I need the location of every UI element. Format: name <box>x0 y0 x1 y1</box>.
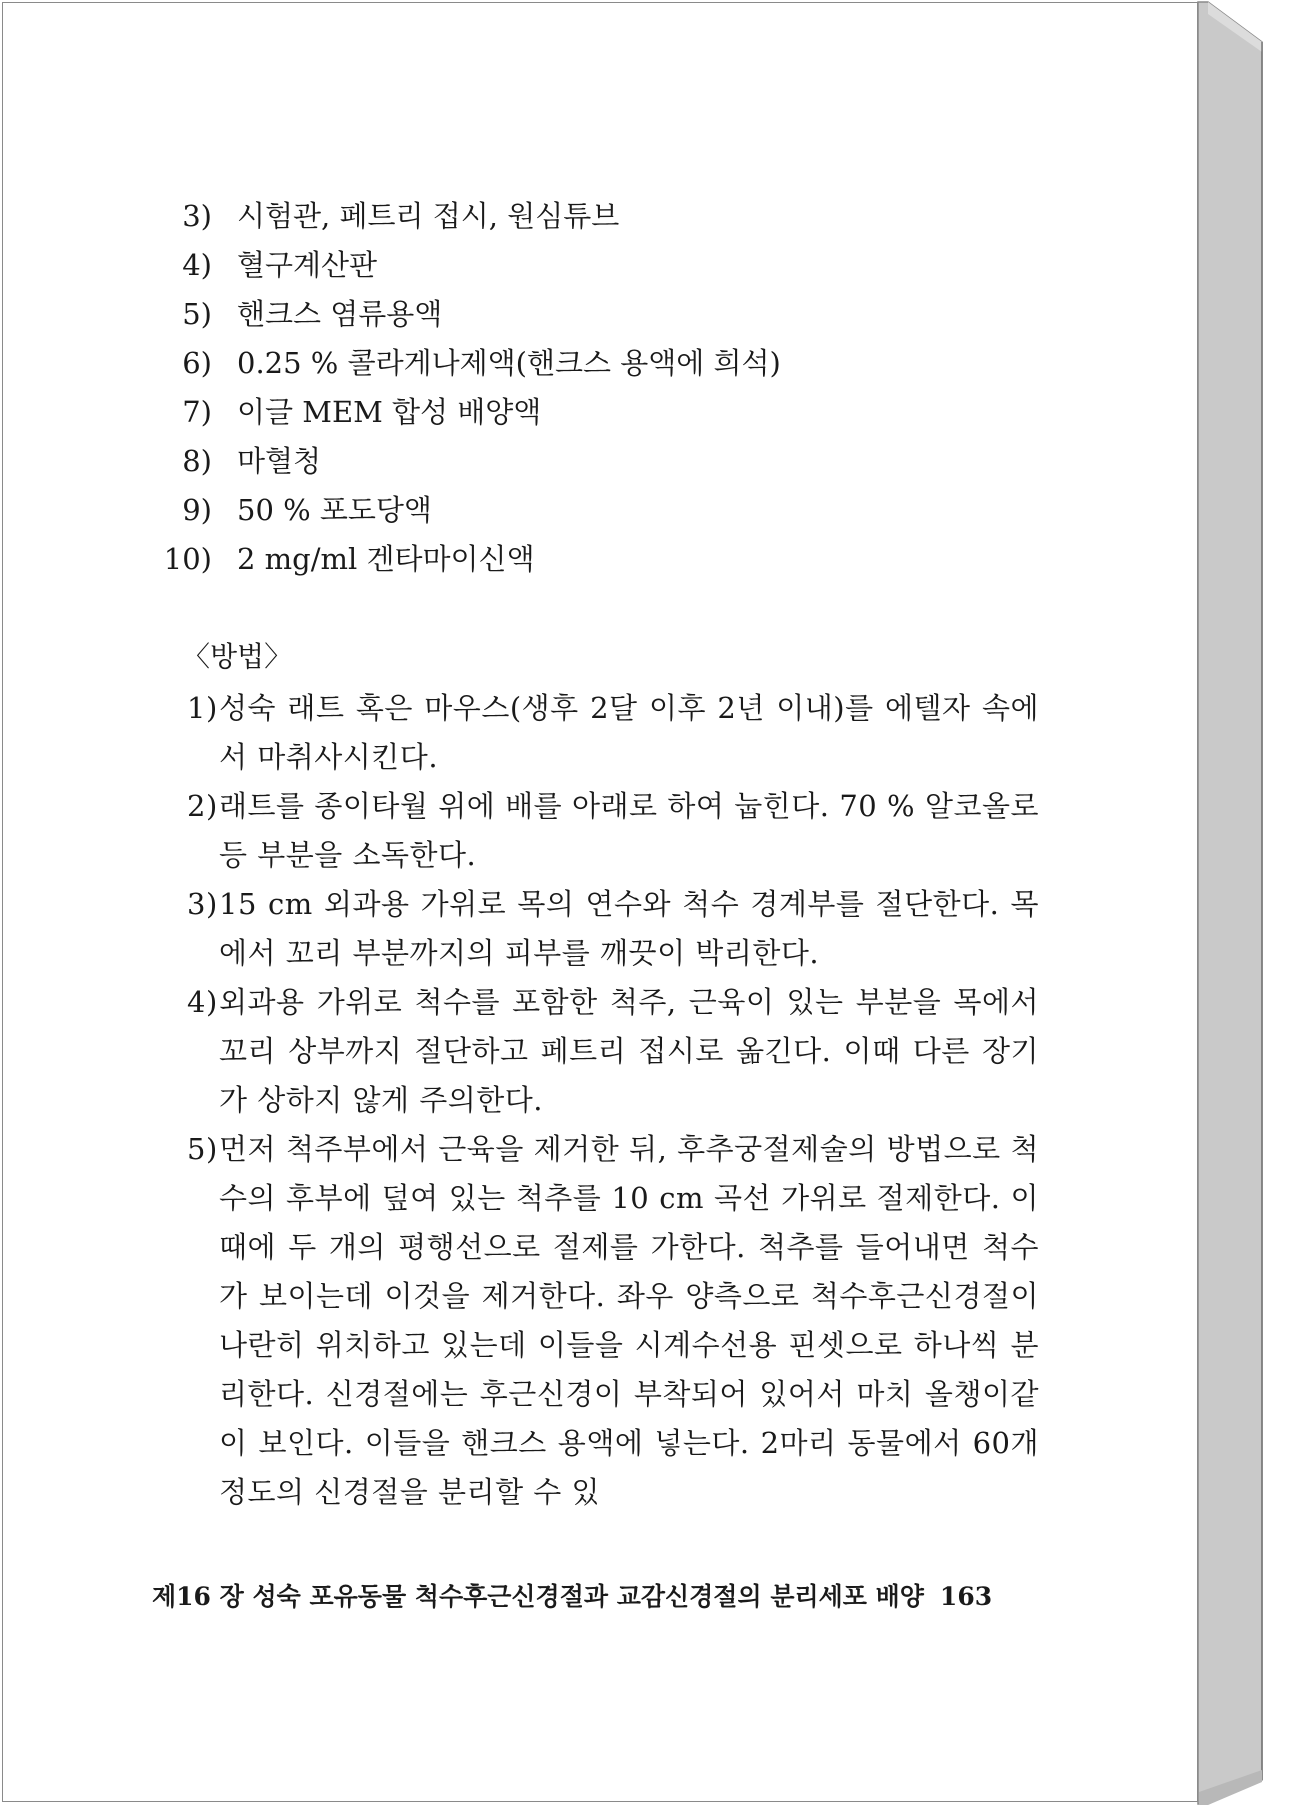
step-text: 먼저 척주부에서 근육을 제거한 뒤, 후추궁절제술의 방법으로 척수의 후부에 덮여 있는 척추를 10 cm 곡선 가위로 절제한다. 이때에 두 개의 평행선으로 절제를 가한다. 척추를 들어내면 척수가 보이는데 이것을 제거한다. 좌우 양측으로 척수후근신경절이 나란히 위치하고 있는데 이들을 시계수선용 핀셋으로 하나씩 분리한다. 신경절에는 후근신경이 부착되어 있어서 마치 올챙이같이 보인다. 이들을 핸크스 용액에 넣는다. 2마리 동물에서 60개 정도의 신경절을 분리할 수 있 <box>219 1132 1039 1509</box>
list-item <box>170 437 1070 486</box>
list-item <box>163 535 1070 584</box>
method-heading: 〈방법〉 <box>182 640 293 673</box>
list-item <box>170 290 1070 339</box>
method-steps <box>187 684 1039 1517</box>
item-number: 7) <box>182 395 212 429</box>
step-text: 성숙 래트 혹은 마우스(생후 2달 이후 2년 이내)를 에텔자 속에서 마취사시킨다. <box>219 691 1039 774</box>
item-number: 10) <box>163 542 212 576</box>
item-number: 5) <box>182 297 212 331</box>
step-text: 외과용 가위로 척수를 포함한 척주, 근육이 있는 부분을 목에서 꼬리 상부까지 절단하고 페트리 접시로 옮긴다. 이때 다른 장기가 상하지 않게 주의한다. <box>219 985 1039 1117</box>
item-number: 8) <box>182 444 212 478</box>
page-number: 163 <box>939 1582 993 1611</box>
step-number: 3) <box>187 887 218 921</box>
step-text: 래트를 종이타월 위에 배를 아래로 하여 눕힌다. 70 % 알코올로 등 부분을 소독한다. <box>219 789 1039 872</box>
chapter-title: 제16 장 성숙 포유동물 척수후근신경절과 교감신경절의 분리세포 배양 <box>152 1582 924 1611</box>
step-number: 2) <box>187 789 218 823</box>
method-step <box>187 782 1039 880</box>
step-text: 15 cm 외과용 가위로 목의 연수와 척수 경계부를 절단한다. 목에서 꼬리 부분까지의 피부를 깨끗이 박리한다. <box>219 887 1039 970</box>
item-text: 시험관, 페트리 접시, 원심튜브 <box>237 199 620 233</box>
item-text: 마혈청 <box>237 444 322 478</box>
method-step <box>187 684 1039 782</box>
method-step <box>187 1125 1039 1517</box>
list-item <box>170 339 1070 388</box>
step-number: 1) <box>187 691 218 725</box>
item-number: 4) <box>182 248 212 282</box>
item-number: 9) <box>182 493 212 527</box>
list-item <box>170 192 1070 241</box>
item-text: 2 mg/ml 겐타마이신액 <box>237 542 535 576</box>
step-number: 4) <box>187 985 218 1019</box>
item-text: 핸크스 염류용액 <box>237 297 443 331</box>
method-step <box>187 880 1039 978</box>
list-item <box>170 241 1070 290</box>
item-text: 0.25 % 콜라게나제액(핸크스 용액에 희석) <box>237 346 781 380</box>
materials-list <box>163 192 1070 584</box>
list-item <box>170 486 1070 535</box>
list-item <box>170 388 1070 437</box>
running-footer <box>152 1577 992 1617</box>
item-number: 6) <box>182 346 212 380</box>
step-number: 5) <box>187 1132 218 1166</box>
item-text: 혈구계산판 <box>237 248 378 282</box>
item-text: 50 % 포도당액 <box>237 493 432 527</box>
item-text: 이글 MEM 합성 배양액 <box>237 395 542 429</box>
item-number: 3) <box>182 199 212 233</box>
method-step <box>187 978 1039 1125</box>
